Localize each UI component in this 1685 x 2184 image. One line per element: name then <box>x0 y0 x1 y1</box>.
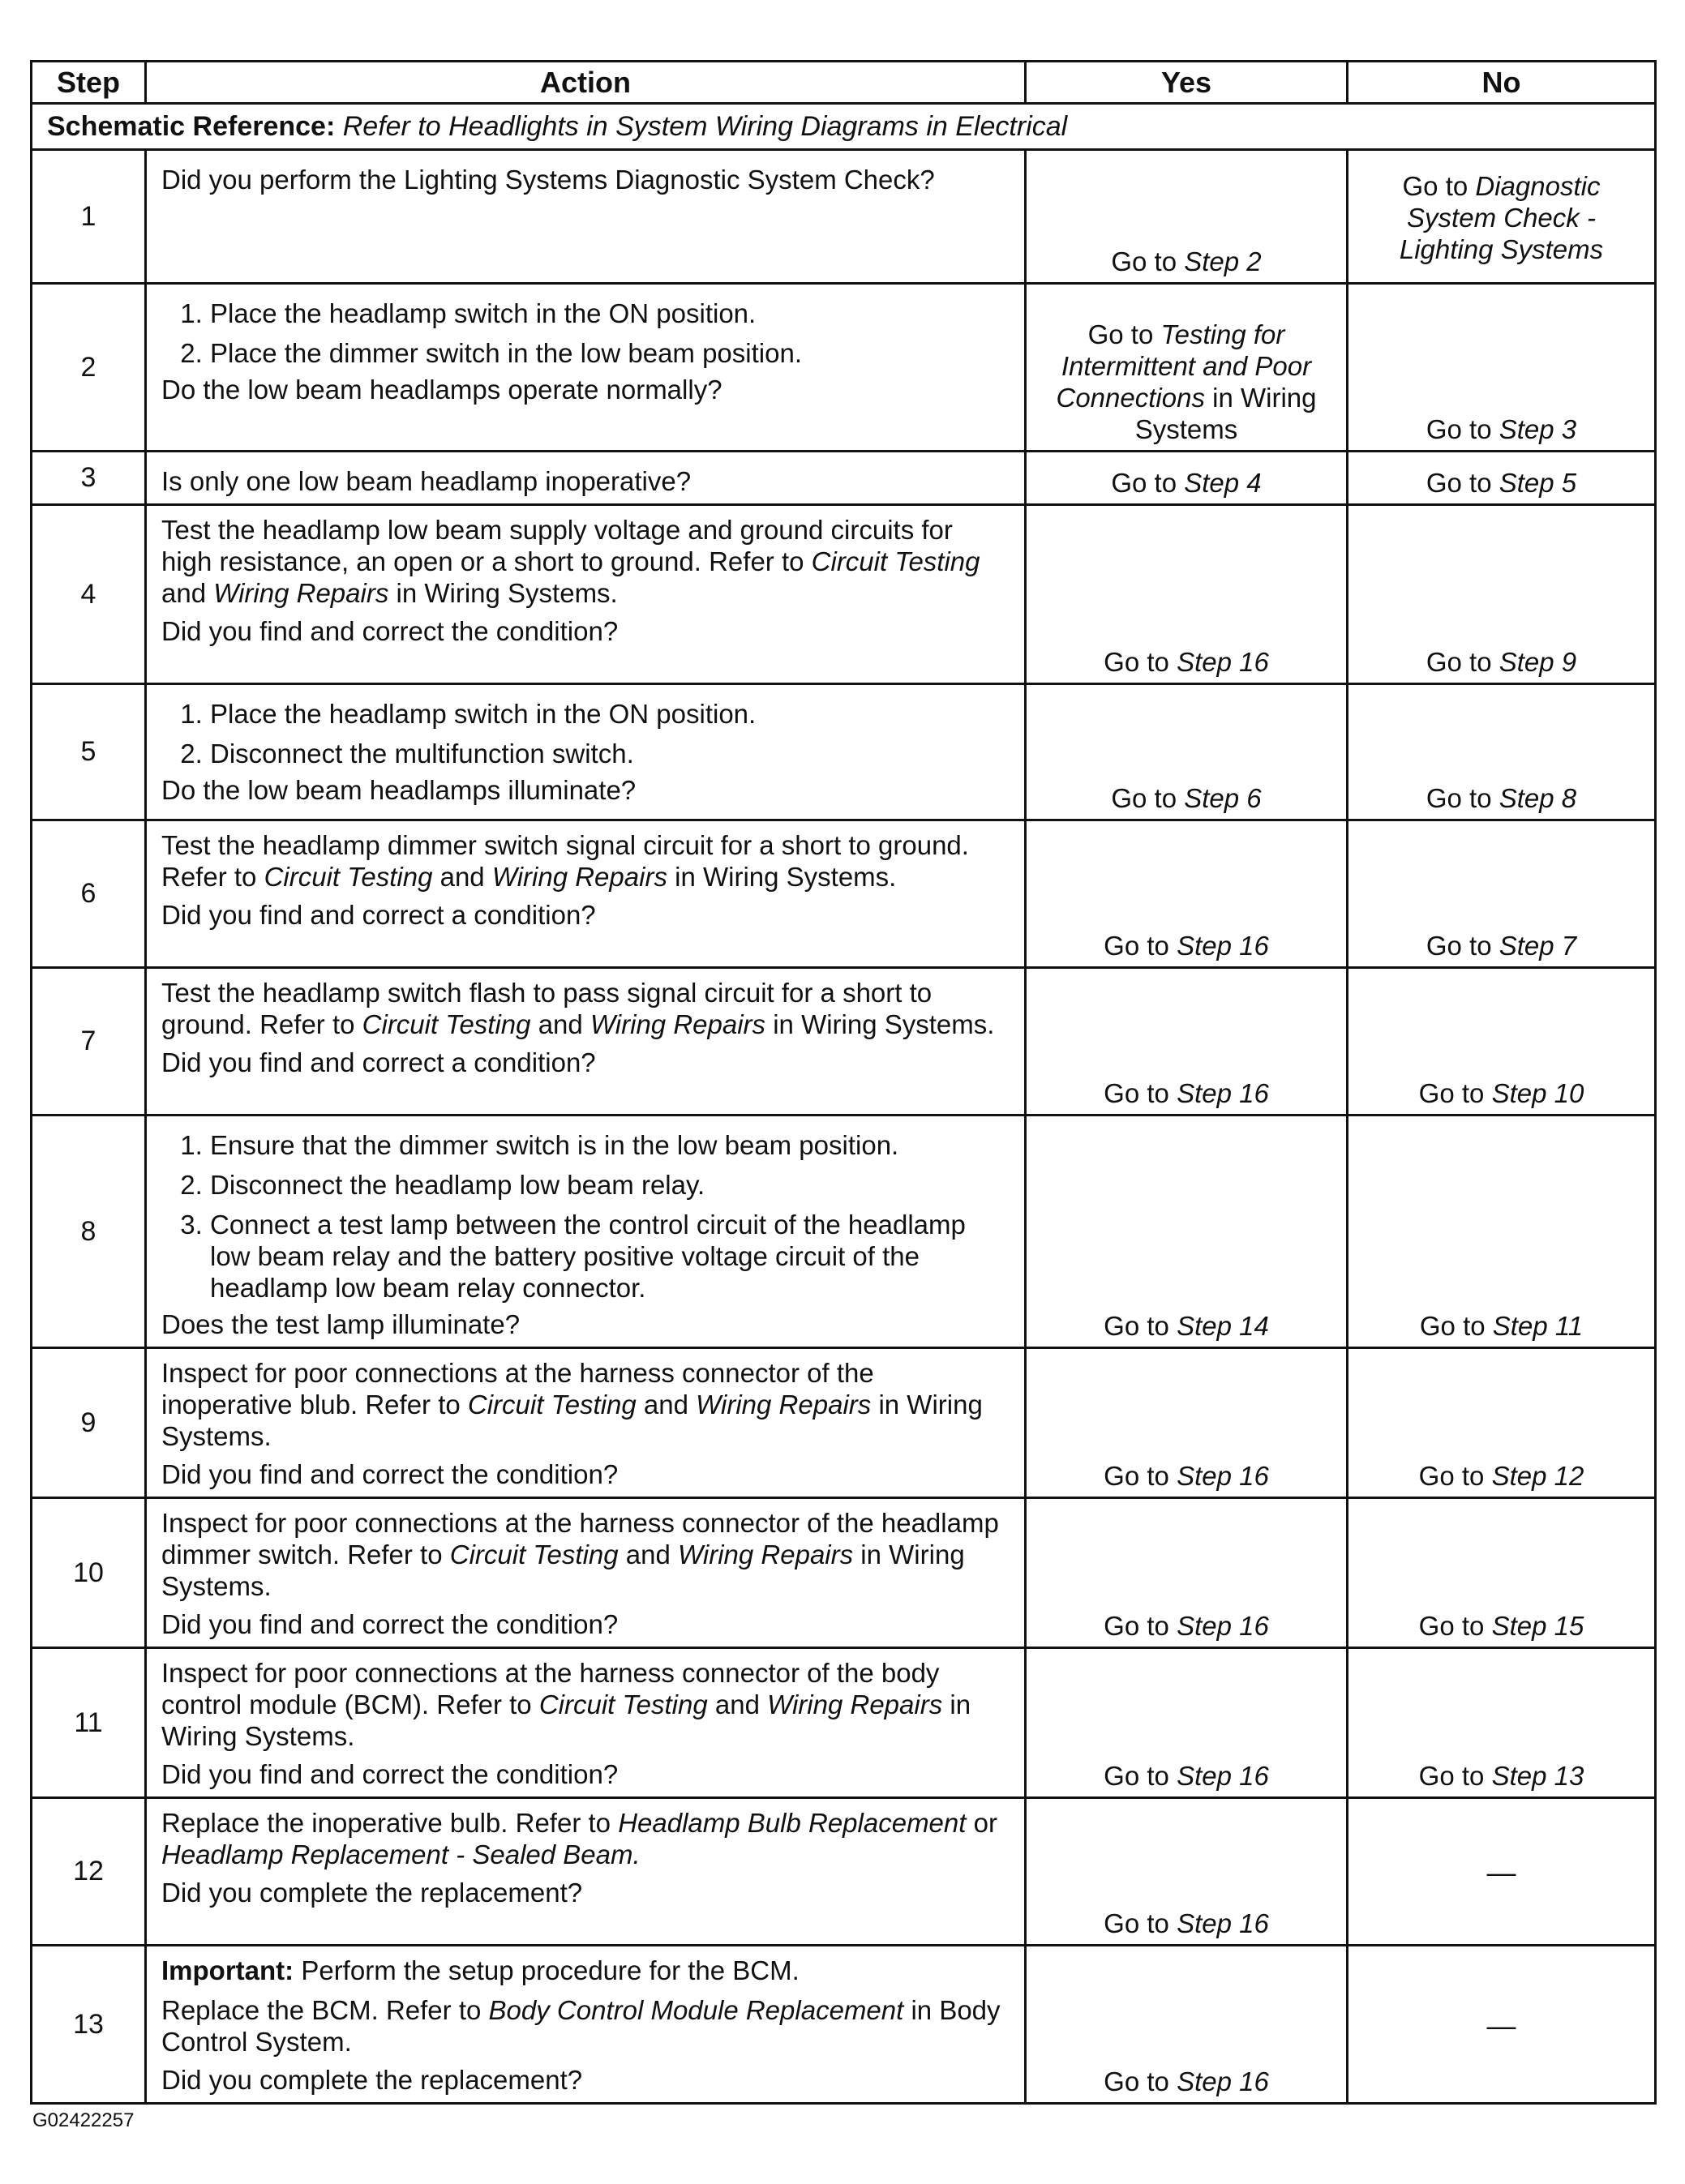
yes-cell <box>1026 505 1348 684</box>
yes-cell-segment: Go to <box>1104 1908 1177 1938</box>
no-cell-segment: Go to <box>1418 1078 1492 1108</box>
action-text-segment: Headlamp Replacement - Sealed Beam. <box>161 1839 641 1869</box>
yes-cell <box>1026 684 1348 820</box>
yes-cell <box>1026 1946 1348 2104</box>
schematic-text: Refer to Headlights in System Wiring Diagrams in Electrical <box>342 110 1068 142</box>
action-text-segment: and <box>636 1390 697 1420</box>
action-text-segment: Headlamp Bulb Replacement <box>618 1808 967 1838</box>
action-step-item: 1. Place the headlamp switch in the ON position. <box>210 698 1010 730</box>
action-text <box>161 1807 1010 1870</box>
yes-cell-segment: Step 2 <box>1184 246 1262 276</box>
step-number: 9 <box>32 1348 146 1498</box>
action-question: Did you complete the replacement? <box>161 2065 583 2095</box>
action-text-segment: Circuit Testing <box>467 1390 637 1420</box>
yes-cell-segment: Go to <box>1104 1078 1177 1108</box>
yes-cell-segment: Step 14 <box>1177 1311 1269 1341</box>
action-text-segment: Replace the BCM. Refer to <box>161 1995 489 2025</box>
action-step-item: 1. Place the headlamp switch in the ON position. <box>210 298 1010 329</box>
action-cell <box>146 1498 1026 1648</box>
yes-cell-segment: Go to <box>1111 468 1185 498</box>
step-row-11 <box>32 1648 1656 1798</box>
action-text <box>161 1657 1010 1752</box>
action-text-segment: Inspect for poor connections at the harness connector of the headlamp dimmer switch. Refer to <box>161 1508 999 1569</box>
action-text-segment: Circuit Testing <box>449 1540 619 1569</box>
yes-cell <box>1026 1348 1348 1498</box>
yes-cell-segment: Go to <box>1111 246 1185 276</box>
no-cell <box>1348 820 1656 968</box>
no-cell <box>1348 1498 1656 1648</box>
action-question: Did you find and correct a condition? <box>161 900 596 930</box>
step-row-9 <box>32 1348 1656 1498</box>
action-cell <box>146 684 1026 820</box>
no-cell-segment: Step 12 <box>1491 1461 1584 1491</box>
no-cell-segment: Step 3 <box>1498 414 1577 444</box>
important-note-segment: Important: <box>161 1955 294 1985</box>
yes-cell <box>1026 452 1348 505</box>
yes-cell <box>1026 1648 1348 1798</box>
action-question: Do the low beam headlamps illuminate? <box>161 775 637 805</box>
no-cell <box>1348 1798 1656 1946</box>
yes-cell-segment: Step 6 <box>1184 783 1262 813</box>
figure-code: G02422257 <box>32 2109 135 2131</box>
action-cell <box>146 505 1026 684</box>
action-question: Is only one low beam headlamp inoperative? <box>161 466 692 496</box>
action-step-item: 2. Place the dimmer switch in the low beam position. <box>210 337 1010 369</box>
step-row-7 <box>32 968 1656 1116</box>
yes-cell-segment: Go to <box>1087 319 1161 349</box>
no-cell-segment: Go to <box>1418 1761 1492 1791</box>
header-action: Action <box>146 62 1026 104</box>
action-question: Did you find and correct the condition? <box>161 616 619 646</box>
step-number: 5 <box>32 684 146 820</box>
action-question: Did you perform the Lighting Systems Diagnostic System Check? <box>161 165 935 195</box>
header-no: No <box>1348 62 1656 104</box>
action-text <box>161 514 1010 609</box>
yes-cell <box>1026 968 1348 1116</box>
yes-cell <box>1026 1798 1348 1946</box>
yes-cell-segment: Step 16 <box>1177 1611 1269 1641</box>
no-cell-segment: Go to <box>1418 1611 1492 1641</box>
no-cell <box>1348 1116 1656 1348</box>
action-text-segment: in Wiring Systems. <box>161 1540 965 1601</box>
no-cell-segment: Step 5 <box>1498 468 1577 498</box>
action-cell <box>146 1798 1026 1946</box>
action-text-segment: and <box>432 862 492 892</box>
action-text-segment: Body Control Module Replacement <box>488 1995 904 2025</box>
yes-cell <box>1026 820 1348 968</box>
step-row-13 <box>32 1946 1656 2104</box>
no-cell-segment: Step 15 <box>1491 1611 1584 1641</box>
header-row <box>32 62 1656 104</box>
yes-cell-segment: Step 16 <box>1177 1078 1269 1108</box>
action-question: Did you find and correct the condition? <box>161 1609 619 1639</box>
step-number: 8 <box>32 1116 146 1348</box>
action-text-segment: Wiring Repairs <box>590 1009 766 1039</box>
no-cell-segment: Step 7 <box>1498 931 1577 961</box>
schematic-reference-row <box>32 104 1656 150</box>
action-cell <box>146 284 1026 452</box>
no-cell <box>1348 1348 1656 1498</box>
action-text-segment: in Wiring Systems. <box>161 1390 983 1451</box>
action-cell <box>146 1648 1026 1798</box>
step-row-12 <box>32 1798 1656 1946</box>
step-number: 3 <box>32 452 146 505</box>
action-cell <box>146 1348 1026 1498</box>
no-cell-segment: Step 8 <box>1498 783 1577 813</box>
action-question: Did you find and correct a condition? <box>161 1047 596 1077</box>
yes-cell-segment: Step 4 <box>1184 468 1262 498</box>
action-question: Does the test lamp illuminate? <box>161 1309 521 1339</box>
step-row-10 <box>32 1498 1656 1648</box>
table-body <box>32 104 1656 2104</box>
action-text-segment: Test the headlamp dimmer switch signal circuit for a short to ground. Refer to <box>161 830 969 892</box>
header-yes: Yes <box>1026 62 1348 104</box>
yes-cell-segment: Go to <box>1104 931 1177 961</box>
action-steps <box>161 698 1010 769</box>
action-cell <box>146 968 1026 1116</box>
yes-cell-segment: Step 16 <box>1177 1461 1269 1491</box>
yes-cell-segment: Go to <box>1104 2066 1177 2096</box>
step-row-8 <box>32 1116 1656 1348</box>
action-step-item: 2. Disconnect the multifunction switch. <box>210 738 1010 769</box>
step-number: 13 <box>32 1946 146 2104</box>
action-text-segment: Circuit Testing <box>264 862 433 892</box>
action-text-segment: Test the headlamp switch flash to pass signal circuit for a short to ground. Refer to <box>161 978 933 1039</box>
action-text <box>161 977 1010 1040</box>
action-text <box>161 829 1010 893</box>
yes-cell-segment: Go to <box>1104 1761 1177 1791</box>
step-number: 10 <box>32 1498 146 1648</box>
no-cell <box>1348 1648 1656 1798</box>
yes-cell-segment: Go to <box>1104 1611 1177 1641</box>
yes-cell-segment: Step 16 <box>1177 931 1269 961</box>
yes-cell-segment: Step 16 <box>1177 647 1269 677</box>
no-cell-segment: Step 10 <box>1491 1078 1584 1108</box>
action-cell <box>146 1116 1026 1348</box>
action-text-segment: in Wiring Systems. <box>765 1009 995 1039</box>
action-text <box>161 1994 1010 2058</box>
no-cell-segment: Go to <box>1426 414 1499 444</box>
action-question: Did you find and correct the condition? <box>161 1459 619 1489</box>
no-cell-segment: — <box>1486 2008 1516 2042</box>
step-number: 2 <box>32 284 146 452</box>
action-steps <box>161 298 1010 369</box>
action-text-segment: Inspect for poor connections at the harness connector of the body control module (BCM). Refer to <box>161 1658 940 1719</box>
action-text-segment: and <box>618 1540 679 1569</box>
action-text-segment: Circuit Testing <box>538 1689 708 1719</box>
no-cell <box>1348 452 1656 505</box>
action-cell <box>146 452 1026 505</box>
action-step-item: 2. Disconnect the headlamp low beam relay. <box>210 1169 1010 1201</box>
step-number: 4 <box>32 505 146 684</box>
no-cell <box>1348 1946 1656 2104</box>
no-cell-segment: Go to <box>1402 170 1476 201</box>
yes-cell <box>1026 150 1348 284</box>
action-text-segment: in Wiring Systems. <box>667 862 897 892</box>
action-text-segment: Wiring Repairs <box>696 1390 872 1420</box>
step-row-2 <box>32 284 1656 452</box>
action-text-segment: in Body Control System. <box>161 1995 1001 2057</box>
yes-cell-segment: Go to <box>1104 647 1177 677</box>
no-cell-segment: Go to <box>1426 931 1499 961</box>
step-row-4 <box>32 505 1656 684</box>
step-row-3 <box>32 452 1656 505</box>
step-row-1 <box>32 150 1656 284</box>
no-cell-segment: Step 11 <box>1492 1311 1584 1341</box>
no-cell-segment: Go to <box>1418 1461 1492 1491</box>
action-text-segment: Replace the inoperative bulb. Refer to <box>161 1808 619 1838</box>
yes-cell <box>1026 284 1348 452</box>
action-text-segment: Inspect for poor connections at the harness connector of the inoperative blub. Refer to <box>161 1358 874 1420</box>
header-step: Step <box>32 62 146 104</box>
action-text-segment: Circuit Testing <box>811 546 980 576</box>
no-cell-segment: Diagnostic System Check - Lighting Systems <box>1399 170 1604 264</box>
schematic-reference <box>32 104 1656 150</box>
important-note-segment: Perform the setup procedure for the BCM. <box>294 1955 800 1985</box>
action-text-segment: Test the headlamp low beam supply voltage and ground circuits for high resistance, an open or a short to ground. Refer to <box>161 515 953 576</box>
action-text-segment: or <box>966 1808 997 1838</box>
step-row-5 <box>32 684 1656 820</box>
no-cell-segment: Step 13 <box>1491 1761 1584 1791</box>
diagnostic-table <box>30 60 1657 2105</box>
action-text-segment: and <box>530 1009 590 1039</box>
action-text-segment: Circuit Testing <box>362 1009 531 1039</box>
action-text-segment: and <box>161 578 214 608</box>
action-text <box>161 1507 1010 1602</box>
action-step-item: 1. Ensure that the dimmer switch is in the low beam position. <box>210 1129 1010 1161</box>
action-question: Did you find and correct the condition? <box>161 1759 619 1789</box>
action-text-segment: Wiring Repairs <box>491 862 667 892</box>
action-cell <box>146 150 1026 284</box>
action-step-item: 3. Connect a test lamp between the control circuit of the headlamp low beam relay and the battery positive voltage circuit of the headlamp low beam relay connector. <box>210 1209 1010 1304</box>
yes-cell <box>1026 1116 1348 1348</box>
yes-cell <box>1026 1498 1348 1648</box>
yes-cell-segment: Testing for Intermittent and Poor Connections <box>1056 319 1312 413</box>
no-cell <box>1348 684 1656 820</box>
action-text-segment: and <box>707 1689 768 1719</box>
action-text-segment: in Wiring Systems. <box>161 1689 971 1751</box>
step-number: 7 <box>32 968 146 1116</box>
action-steps <box>161 1129 1010 1304</box>
schematic-label: Schematic Reference: <box>47 110 336 142</box>
no-cell-segment: Step 9 <box>1498 647 1577 677</box>
no-cell <box>1348 968 1656 1116</box>
action-text-segment: Wiring Repairs <box>678 1540 854 1569</box>
yes-cell-segment: Step 16 <box>1177 1761 1269 1791</box>
step-number: 1 <box>32 150 146 284</box>
action-question: Do the low beam headlamps operate normally? <box>161 375 722 405</box>
yes-cell-segment: Step 16 <box>1177 2066 1269 2096</box>
yes-cell-segment: Step 16 <box>1177 1908 1269 1938</box>
no-cell <box>1348 505 1656 684</box>
no-cell-segment: Go to <box>1419 1311 1493 1341</box>
no-cell-segment: Go to <box>1426 468 1499 498</box>
action-text <box>161 1357 1010 1452</box>
action-text-segment: Wiring Repairs <box>767 1689 943 1719</box>
action-question: Did you complete the replacement? <box>161 1878 583 1908</box>
yes-cell-segment: Go to <box>1111 783 1185 813</box>
yes-cell-segment: Go to <box>1104 1461 1177 1491</box>
no-cell-segment: Go to <box>1426 783 1499 813</box>
step-number: 11 <box>32 1648 146 1798</box>
no-cell-segment: Go to <box>1426 647 1499 677</box>
important-note <box>161 1955 1010 1986</box>
step-row-6 <box>32 820 1656 968</box>
no-cell-segment: — <box>1486 1856 1516 1889</box>
action-cell <box>146 1946 1026 2104</box>
action-cell <box>146 820 1026 968</box>
no-cell <box>1348 284 1656 452</box>
action-text-segment: in Wiring Systems. <box>388 578 618 608</box>
step-number: 12 <box>32 1798 146 1946</box>
yes-cell-segment: Go to <box>1104 1311 1177 1341</box>
action-text-segment: Wiring Repairs <box>213 578 389 608</box>
no-cell <box>1348 150 1656 284</box>
step-number: 6 <box>32 820 146 968</box>
yes-cell-segment: in Wiring Systems <box>1134 383 1317 444</box>
